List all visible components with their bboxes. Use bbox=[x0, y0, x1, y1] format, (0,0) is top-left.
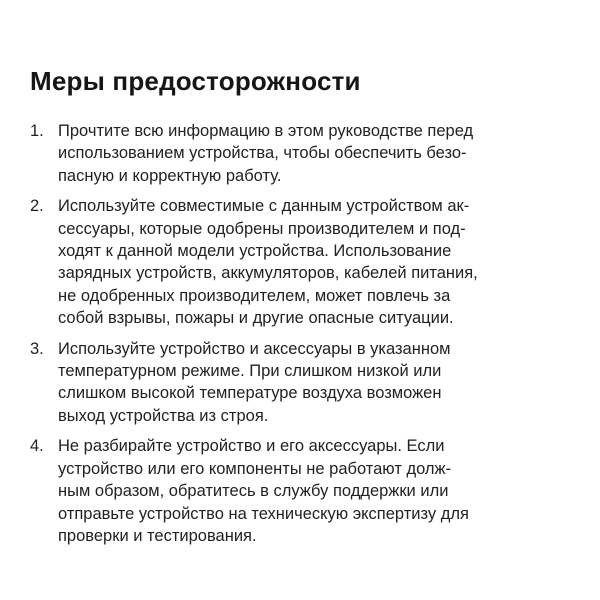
list-item-text: Прочтите всю информацию в этом руководстве перед использованием устройства, чтобы обеспечить безо- пасную и корректную работу. bbox=[58, 122, 474, 185]
precautions-list bbox=[30, 120, 575, 555]
list-item-text: Используйте устройство и аксессуары в указанном температурном режиме. При слишком низкой или слишком высокой температуре воздуха возможен выход устройства из строя. bbox=[58, 339, 451, 425]
list-item-number: 1. bbox=[30, 122, 44, 140]
page-title: Меры предосторожности bbox=[30, 66, 361, 96]
list-item-text: Используйте совместимые с данным устройством ак- сессуары, которые одобрены производителем и под- ходят к данной модели устройства. Использование зарядных устройств, аккумуляторов, кабелей питания, не одобренных производителем, может повлечь за собой взрывы, пожары и другие опасные ситуации. bbox=[58, 197, 478, 328]
list-item-number: 2. bbox=[30, 197, 44, 216]
list-item-number: 4. bbox=[30, 437, 44, 456]
list-item bbox=[30, 338, 575, 428]
list-item bbox=[30, 435, 575, 547]
list-item bbox=[30, 120, 575, 187]
list-item-text: Не разбирайте устройство и его аксессуары. Если устройство или его компоненты не работают долж- ным образом, обратитесь в службу поддержки или отправьте устройство на техническую экспертизу для проверки и тестирования. bbox=[58, 437, 469, 545]
list-item bbox=[30, 195, 575, 329]
list-item-number: 3. bbox=[30, 339, 44, 358]
